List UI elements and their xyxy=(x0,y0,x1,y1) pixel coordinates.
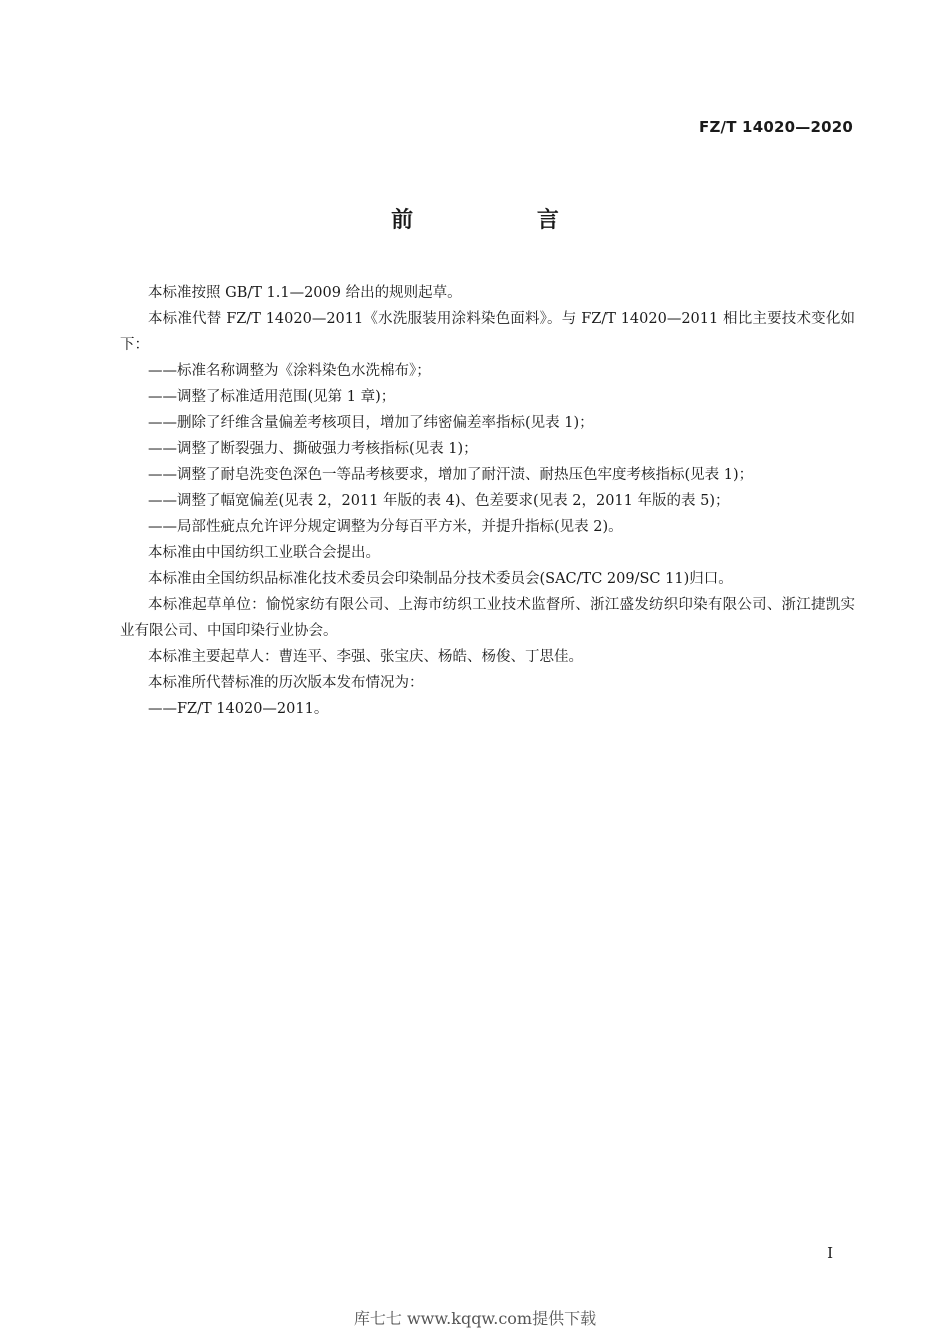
change-item: ——调整了耐皂洗变色深色一等品考核要求，增加了耐汗渍、耐热压色牢度考核指标(见表 1)； xyxy=(148,467,754,483)
change-item: ——删除了纤维含量偏差考核项目，增加了纬密偏差率指标(见表 1)； xyxy=(148,415,594,431)
paragraph-replacement: 本标准代替 FZ/T 14020—2011《水洗服装用涂料染色面料》。与 FZ/T 14020—2011 相比主要技术变化如下： xyxy=(120,311,855,353)
change-item: ——调整了幅宽偏差(见表 2，2011 年版的表 4)、色差要求(见表 2，2011 年版的表 5)； xyxy=(148,493,730,509)
standard-code: FZ/T 14020—2020 xyxy=(699,118,853,136)
change-item: ——调整了标准适用范围(见第 1 章)； xyxy=(148,389,396,405)
page-number: I xyxy=(827,1244,833,1262)
paragraph-drafters: 本标准主要起草人：曹连平、李强、张宝庆、杨皓、杨俊、丁思佳。 xyxy=(148,649,583,665)
paragraph-drafting-rules: 本标准按照 GB/T 1.1—2009 给出的规则起草。 xyxy=(148,285,462,301)
change-item: ——调整了断裂强力、撕破强力考核指标(见表 1)； xyxy=(148,441,478,457)
foreword-body xyxy=(120,280,855,722)
change-item: ——局部性疵点允许评分规定调整为分每百平方米，并提升指标(见表 2)。 xyxy=(148,519,623,535)
paragraph-committee: 本标准由全国纺织品标准化技术委员会印染制品分技术委员会(SAC/TC 209/SC 11)归口。 xyxy=(148,571,733,587)
paragraph-drafting-units: 本标准起草单位：愉悦家纺有限公司、上海市纺织工业技术监督所、浙江盛发纺织印染有限公司、浙江捷凯实业有限公司、中国印染行业协会。 xyxy=(120,597,855,639)
change-item: ——标准名称调整为《涂料染色水洗棉布》； xyxy=(148,363,431,379)
paragraph-history: 本标准所代替标准的历次版本发布情况为： xyxy=(148,675,424,691)
history-item: ——FZ/T 14020—2011。 xyxy=(148,701,329,717)
paragraph-proposer: 本标准由中国纺织工业联合会提出。 xyxy=(148,545,380,561)
download-watermark: 库七七 www.kqqw.com提供下载 xyxy=(353,1309,597,1328)
page-title: 前 言 xyxy=(391,208,617,233)
